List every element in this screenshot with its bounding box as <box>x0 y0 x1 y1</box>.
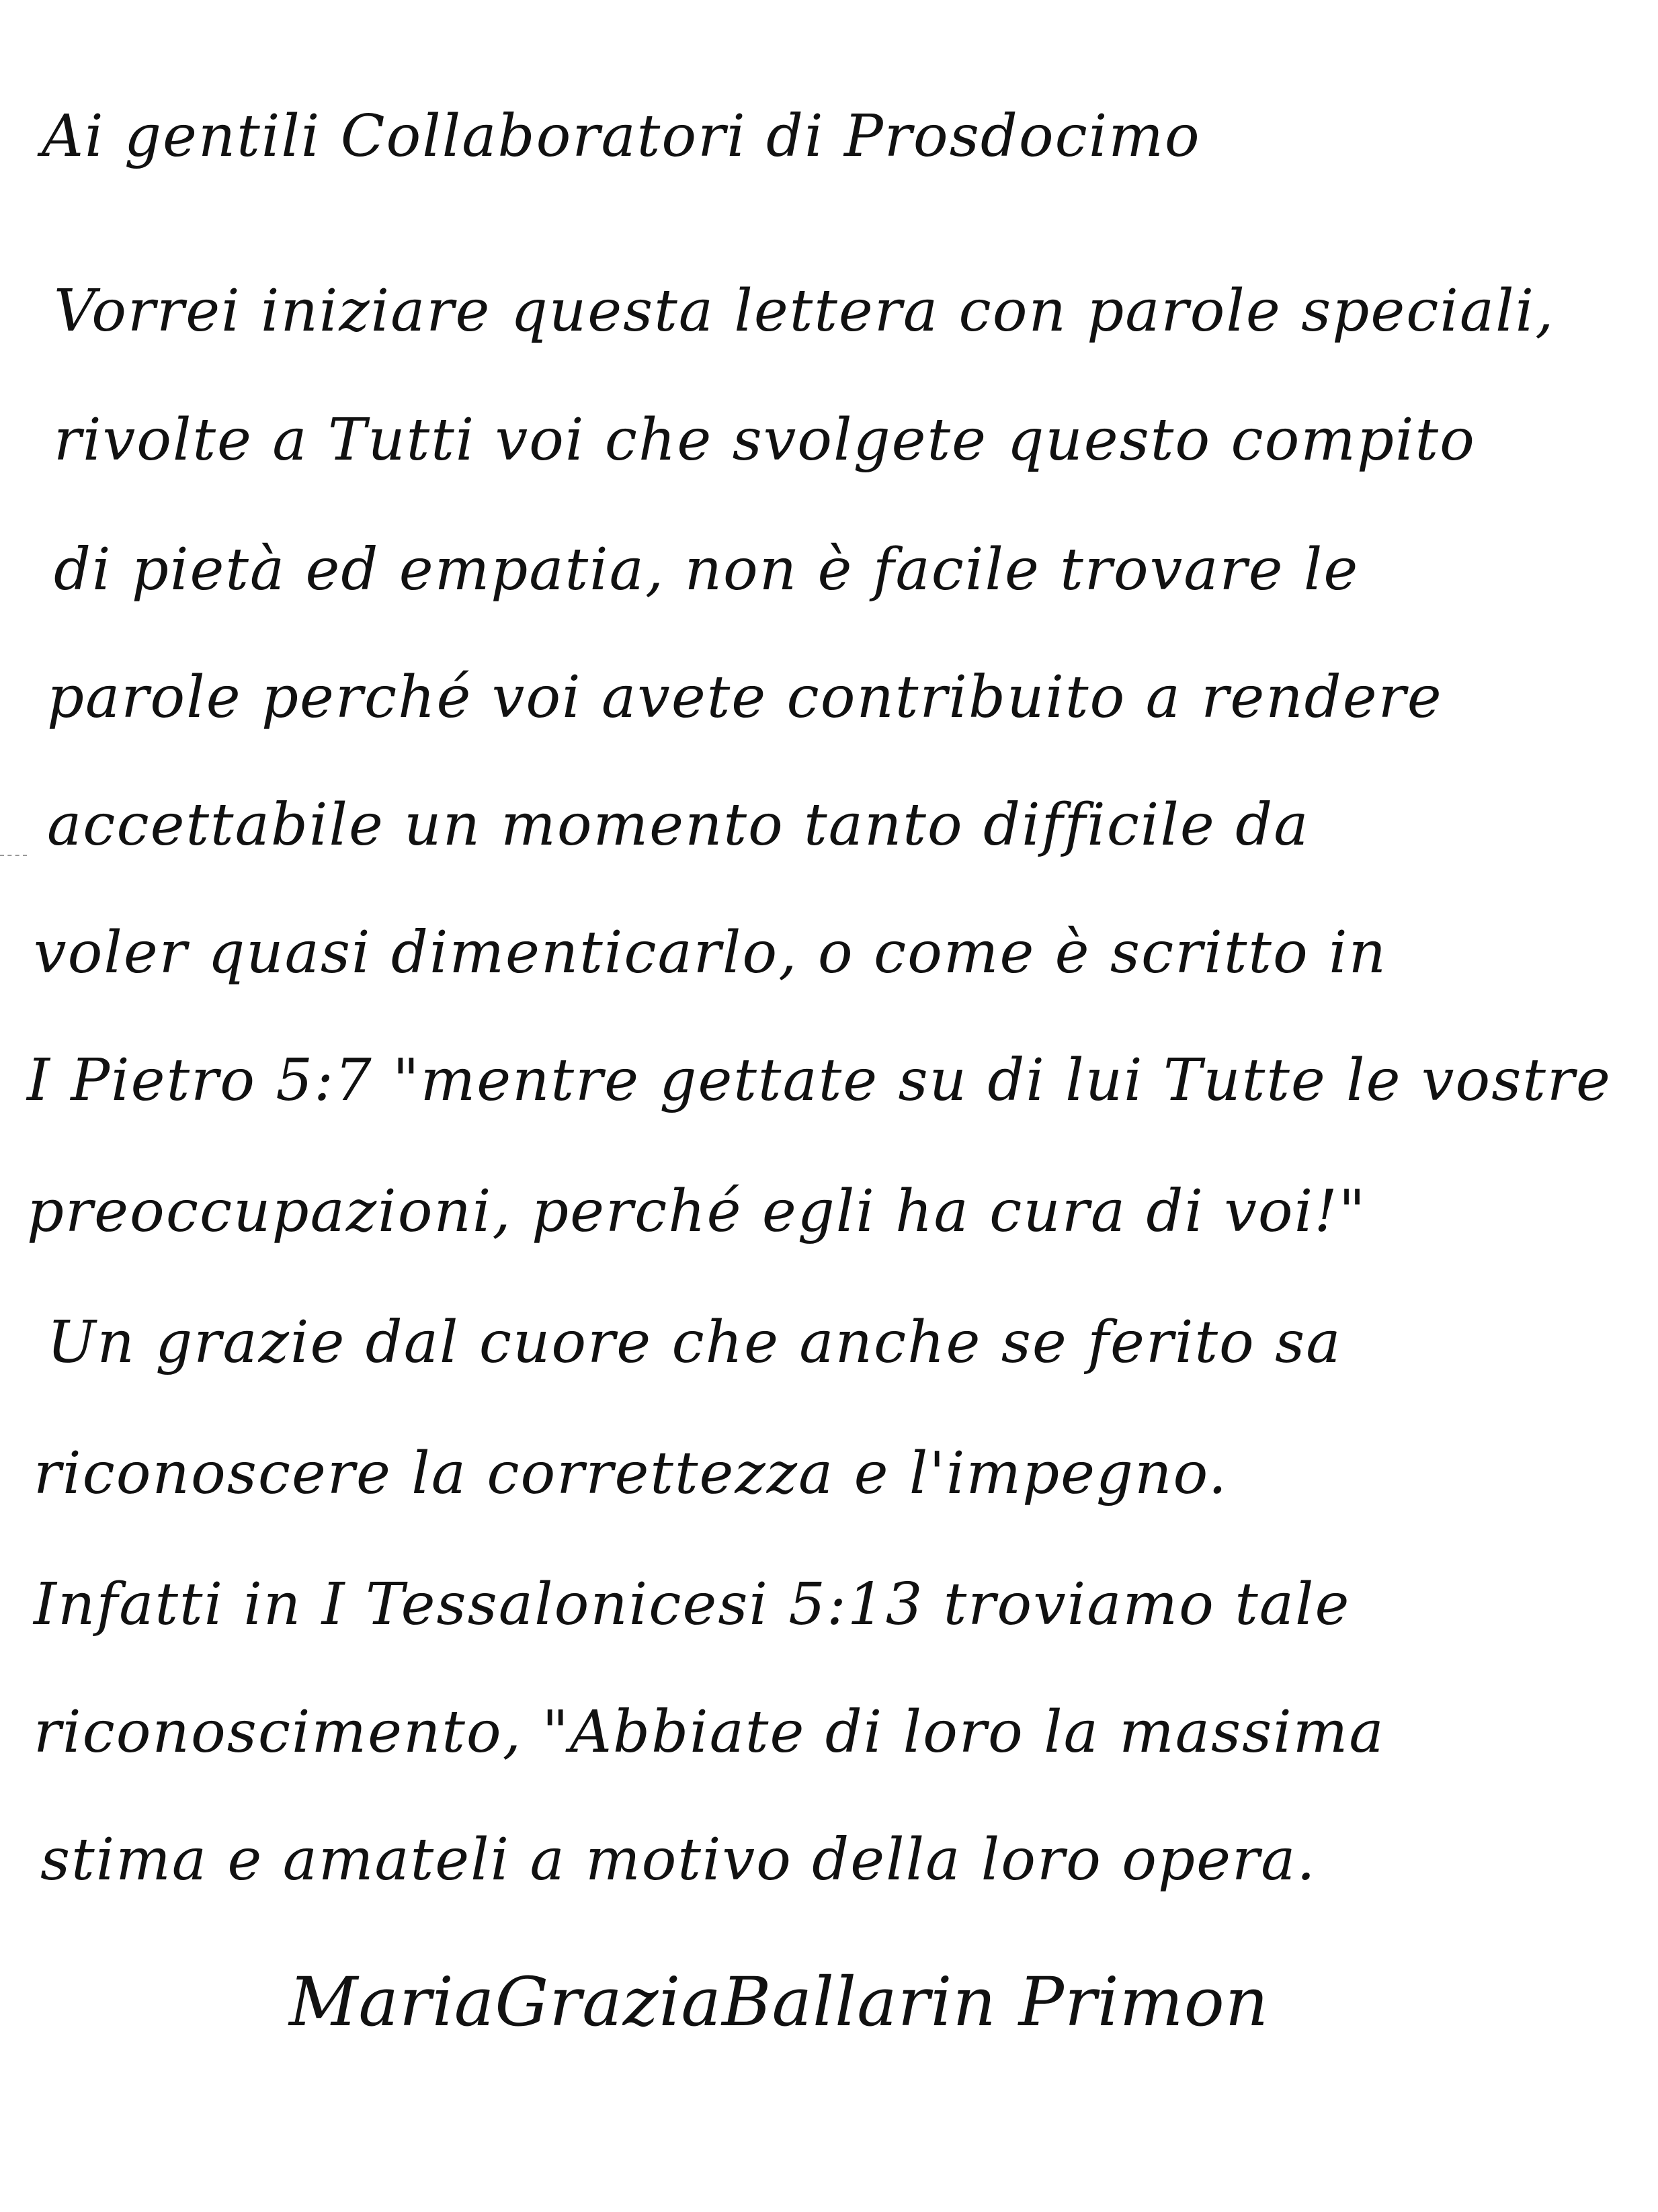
letter-line-7: I Pietro 5:7 "mentre gettate su di lui Tutte le vostre <box>27 1047 1612 1114</box>
scan-edge-mark <box>0 855 27 856</box>
letter-line-12: riconoscimento, "Abbiate di loro la massima <box>34 1699 1385 1766</box>
letter-line-10: riconoscere la correttezza e l'impegno. <box>34 1440 1229 1507</box>
letter-line-1: Vorrei iniziare questa lettera con parole speciali, <box>54 278 1555 345</box>
letter-line-4: parole perché voi avete contribuito a rendere <box>47 664 1443 731</box>
letter-line-11: Infatti in I Tessalonicesi 5:13 troviamo tale <box>34 1571 1351 1638</box>
letter-greeting: Ai gentili Collaboratori di Prosdocimo <box>42 103 1201 170</box>
letter-line-5: accettabile un momento tanto difficile da <box>47 792 1310 859</box>
letter-line-3: di pietà ed empatia, non è facile trovare le <box>54 536 1360 603</box>
letter-signature: MariaGraziaBallarin Primon <box>289 1963 1270 2041</box>
letter-line-9: Un grazie dal cuore che anche se ferito sa <box>47 1309 1342 1376</box>
letter-line-8: preoccupazioni, perché egli ha cura di voi!" <box>27 1178 1367 1245</box>
letter-line-2: rivolte a Tutti voi che svolgete questo compito <box>54 407 1476 474</box>
letter-line-6: voler quasi dimenticarlo, o come è scritto in <box>34 919 1387 986</box>
letter-line-13: stima e amateli a motivo della loro opera. <box>40 1826 1317 1894</box>
